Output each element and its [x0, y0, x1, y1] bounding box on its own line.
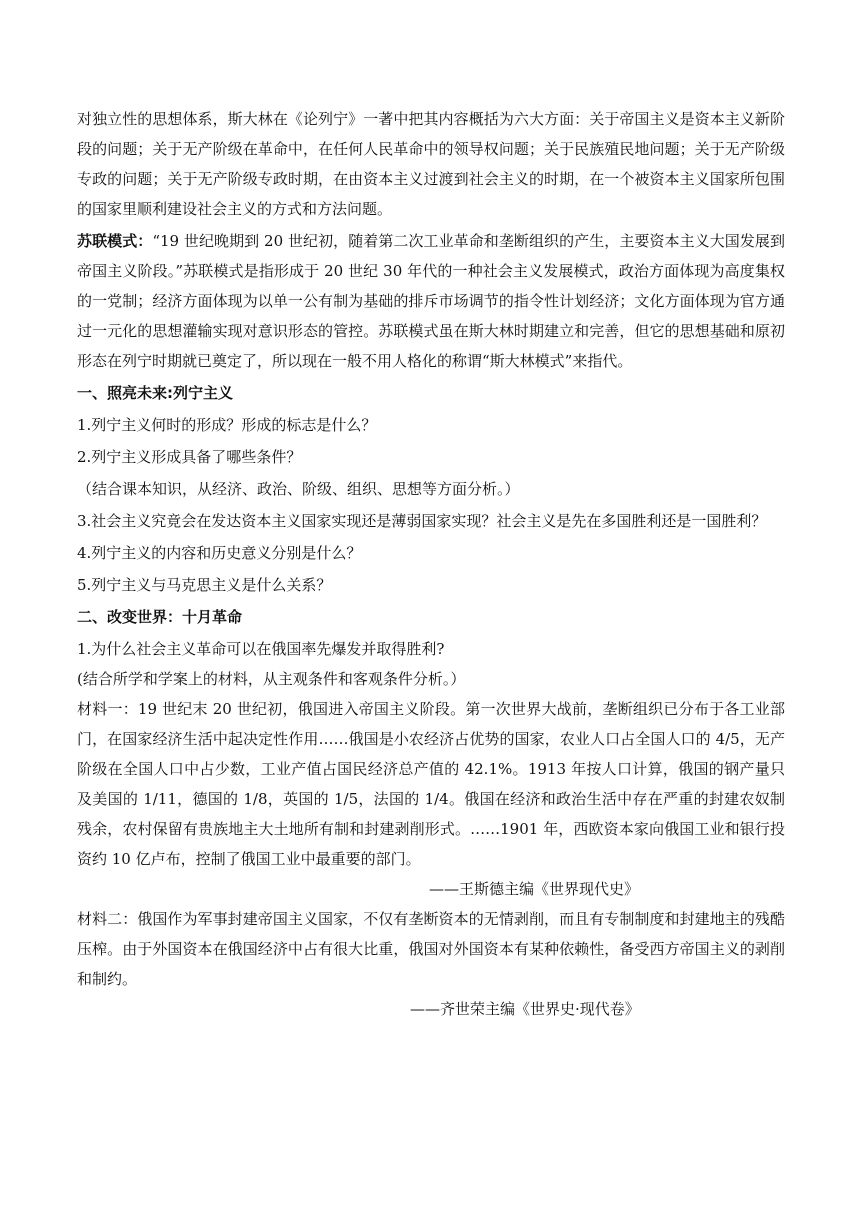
section2-hint: (结合所学和学案上的材料，从主观条件和客观条件分析。）: [77, 670, 466, 688]
document-page: [77, 104, 785, 1024]
material-1: 材料一：19 世纪末 20 世纪初，俄国进入帝国主义阶段。第一次世界大战前，垄断组织已分布于各工业部门，在国家经济生活中起决定性作用……俄国是小农经济占优势的国家，农业人口占全国人口的 4/5，无产阶级在全国人口中占少数，工业产值占国民经济总产值的 42.1%。1913 年按人口计算，俄国的钢产量只及美国的 1/11，德国的 1/8，英国的 1/5，法国的 1/4。俄国在经济和政治生活中存在严重的封建农奴制残余，农村保留有贵族地主大土地所有制和封建剥削形式。……1901 年，西欧资本家向俄国工业和银行投资约 10 亿卢布，控制了俄国工业中最重要的部门。: [77, 700, 785, 868]
intro-paragraph: 对独立性的思想体系，斯大林在《论列宁》一著中把其内容概括为六大方面：关于帝国主义是资本主义新阶段的问题；关于无产阶级在革命中，在任何人民革命中的领导权问题；关于民族殖民地问题；关于无产阶级专政的问题；关于无产阶级专政时期，在由资本主义过渡到社会主义的时期，在一个被资本主义国家所包围的国家里顺利建设社会主义的方式和方法问题。: [77, 110, 785, 218]
section1-question-5: 5.列宁主义与马克思主义是什么关系？: [77, 576, 332, 594]
section1-heading: 一、照亮未来:列宁主义: [77, 384, 233, 402]
section2-heading: 二、改变世界：十月革命: [77, 608, 243, 626]
material-2-source: ——齐世荣主编《世界史·现代卷》: [410, 1000, 640, 1018]
section1-hint: （结合课本知识，从经济、政治、阶级、组织、思想等方面分析。）: [77, 480, 520, 498]
material-1-source: ——王斯德主编《世界现代史》: [429, 880, 640, 898]
section1-question-2: 2.列宁主义形成具备了哪些条件？: [77, 448, 302, 466]
soviet-model-text: “19 世纪晚期到 20 世纪初，随着第二次工业革命和垄断组织的产生，主要资本主义大国发展到帝国主义阶段。”苏联模式是指形成于 20 世纪 30 年代的一种社会主义发展模式，政治方面体现为高度集权的一党制；经济方面体现为以单一公有制为基础的排斥市场调节的指令性计划经济；文化方面体现为官方通过一元化的思想灌输实现对意识形态的管控。苏联模式虽在斯大林时期建立和完善，但它的思想基础和原初形态在列宁时期就已奠定了，所以现在一般不用人格化的称谓“斯大林模式”来指代。: [77, 232, 785, 370]
section1-question-1: 1.列宁主义何时的形成？形成的标志是什么？: [77, 416, 377, 434]
section1-question-4: 4.列宁主义的内容和历史意义分别是什么？: [77, 544, 362, 562]
soviet-model-term: 苏联模式：: [77, 232, 153, 250]
section1-question-3: 3.社会主义究竟会在发达资本主义国家实现还是薄弱国家实现？社会主义是先在多国胜利还是一国胜利？: [77, 512, 767, 530]
material-2: 材料二：俄国作为军事封建帝国主义国家，不仅有垄断资本的无情剥削，而且有专制制度和封建地主的残酷压榨。由于外国资本在俄国经济中占有很大比重，俄国对外国资本有某种依赖性，备受西方帝国主义的剥削和制约。: [77, 910, 785, 988]
soviet-model-paragraph: [77, 226, 785, 376]
section2-question-1: 1.为什么社会主义革命可以在俄国率先爆发并取得胜利?: [77, 640, 445, 658]
